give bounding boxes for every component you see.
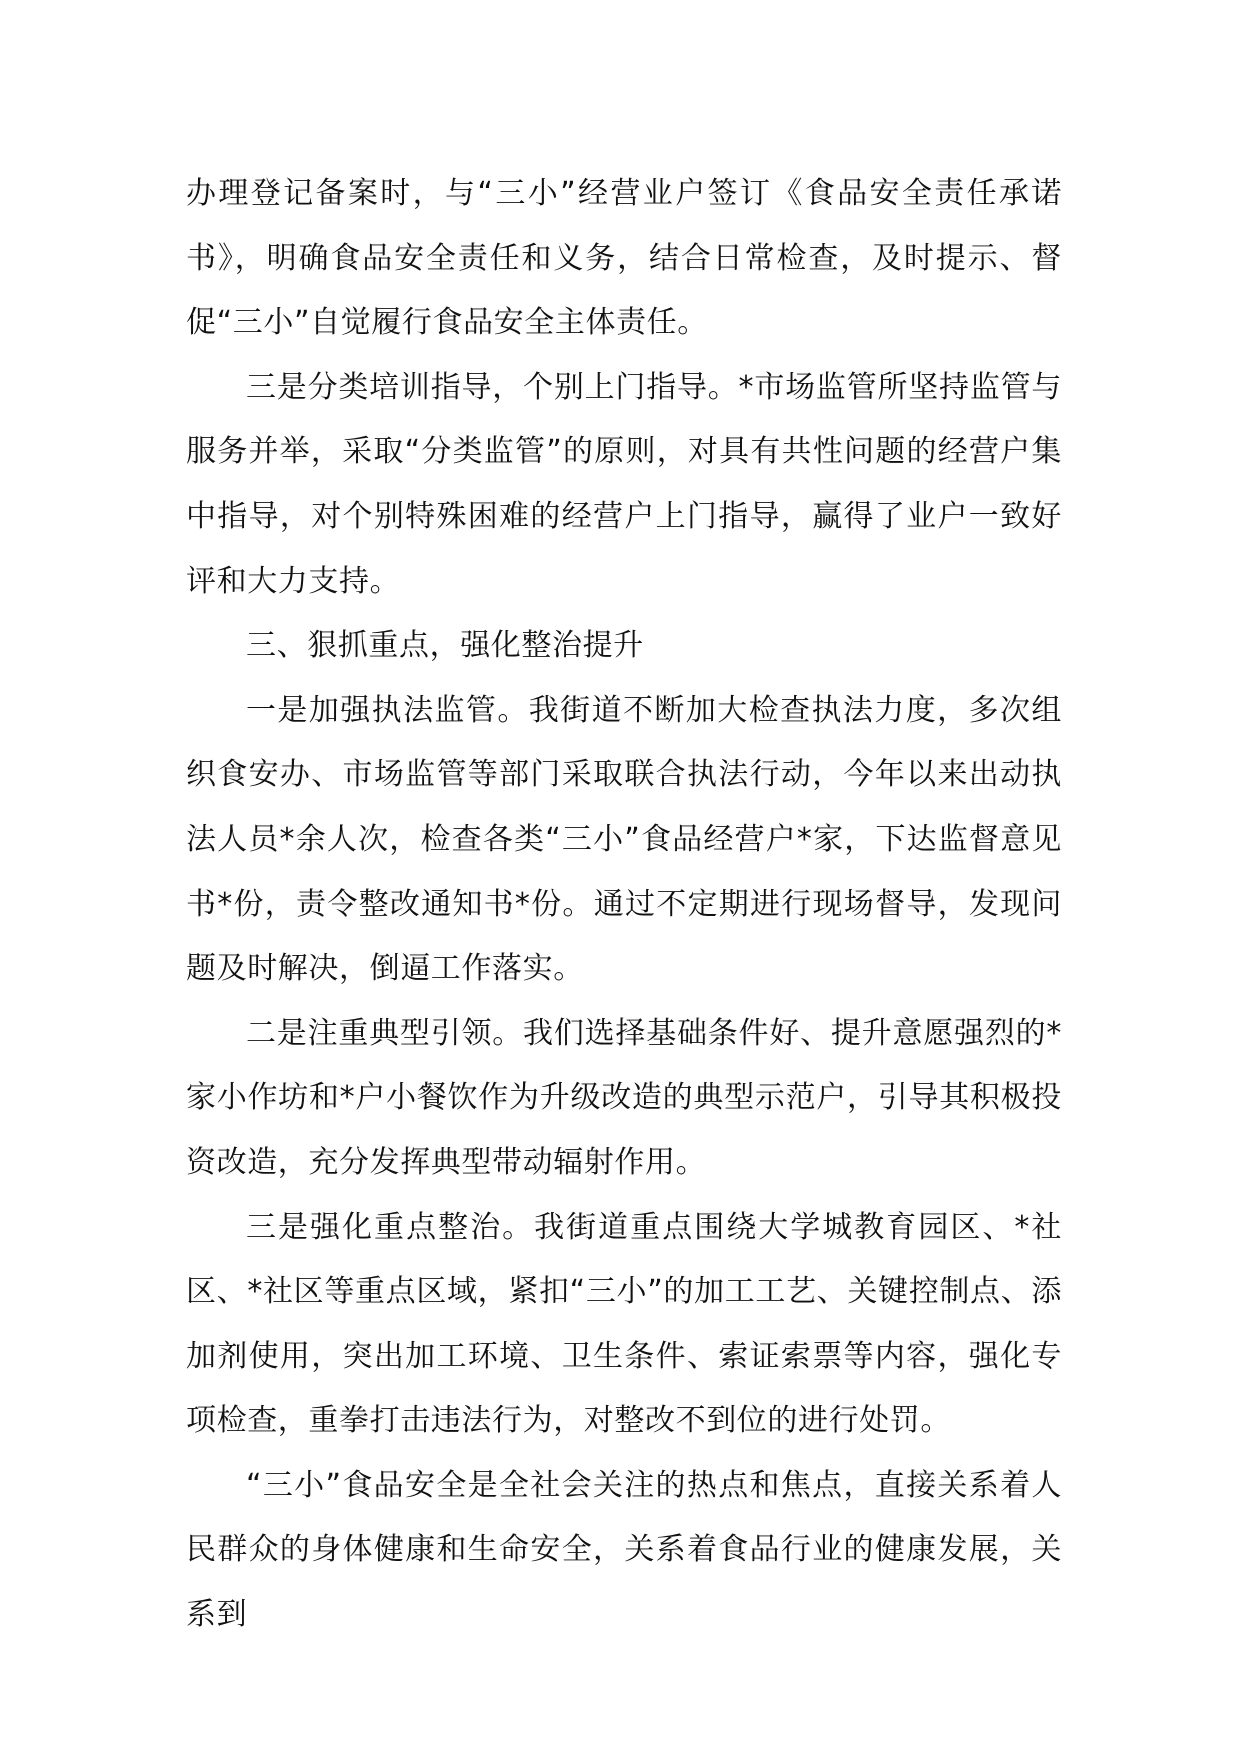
paragraph-typical-demonstration: 二是注重典型引领。我们选择基础条件好、提升意愿强烈的*家小作坊和*户小餐饮作为升级改造的典型示范户，引导其积极投资改造，充分发挥典型带动辐射作用。: [186, 1015, 1062, 1180]
paragraph-registration: 办理登记备案时，与“三小”经营业户签订《食品安全责任承诺书》，明确食品安全责任和义务，结合日常检查，及时提示、督促“三小”自觉履行食品安全主体责任。: [186, 176, 1062, 341]
paragraph-law-enforcement: 一是加强执法监管。我街道不断加大检查执法力度，多次组织食安办、市场监管等部门采取联合执法行动，今年以来出动执法人员*余人次，检查各类“三小”食品经营户*家，下达监督意见书*份，责令整改通知书*份。通过不定期进行现场督导，发现问题及时解决，倒逼工作落实。: [186, 692, 1062, 987]
section-heading-key-rectification: 三、狠抓重点，强化整治提升: [246, 628, 644, 664]
document-body: [186, 162, 1062, 1648]
paragraph-training-guidance: 三是分类培训指导，个别上门指导。*市场监管所坚持监管与服务并举，采取“分类监管”的原则，对具有共性问题的经营户集中指导，对个别特殊困难的经营户上门指导，赢得了业户一致好评和大力支持。: [186, 369, 1062, 599]
paragraph-conclusion: “三小”食品安全是全社会关注的热点和焦点，直接关系着人民群众的身体健康和生命安全，关系着食品行业的健康发展，关系到: [186, 1467, 1062, 1633]
paragraph-key-rectification: 三是强化重点整治。我街道重点围绕大学城教育园区、*社区、*社区等重点区域，紧扣“三小”的加工工艺、关键控制点、添加剂使用，突出加工环境、卫生条件、索证索票等内容，强化专项检查，重拳打击违法行为，对整改不到位的进行处罚。: [186, 1209, 1062, 1439]
